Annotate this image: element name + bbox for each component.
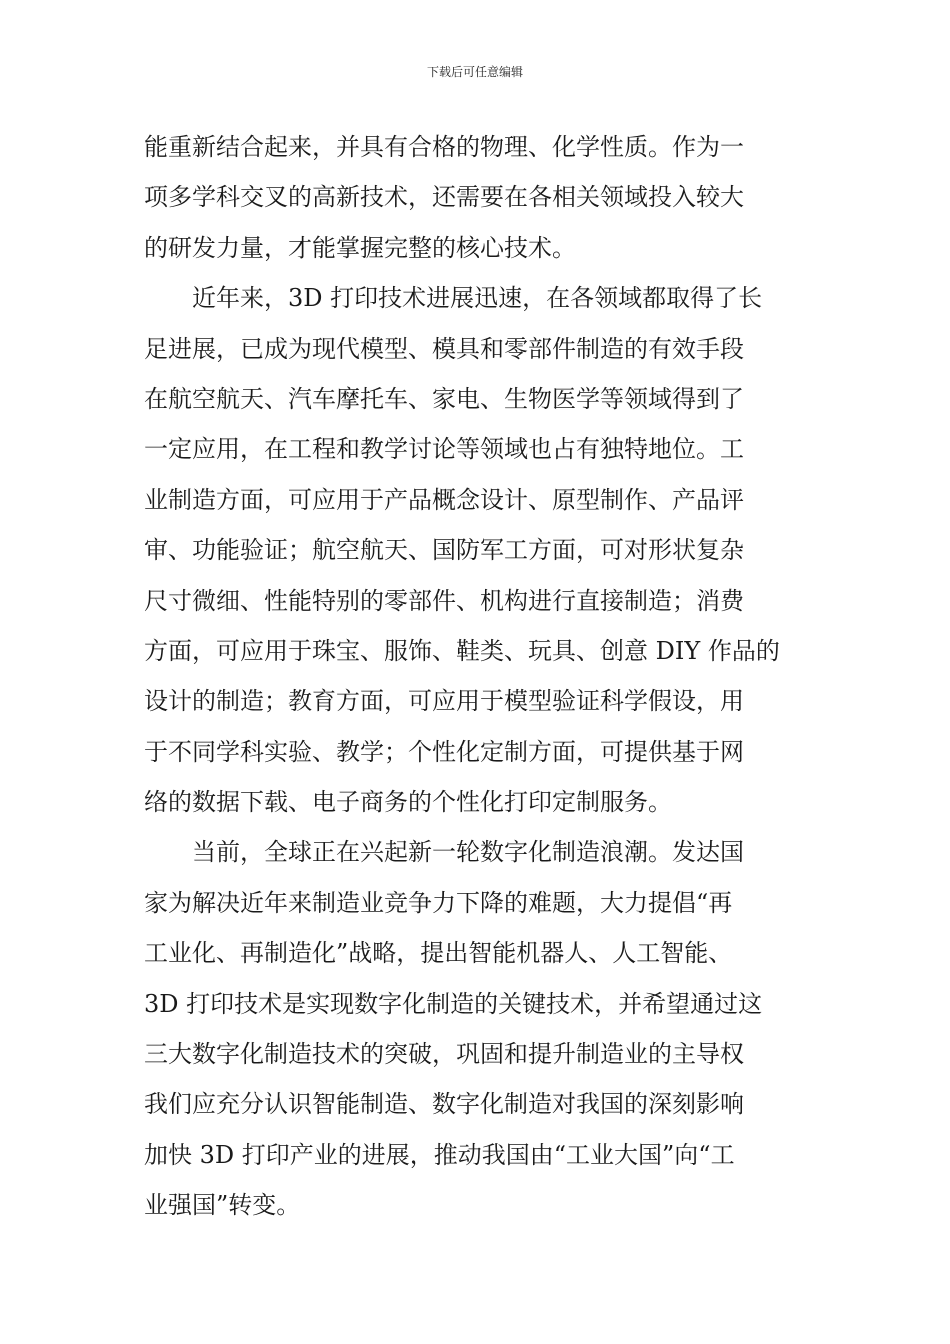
- text-line: 于不同学科实验、教学；个性化定制方面，可提供基于网: [144, 737, 744, 766]
- page-header: 下载后可任意编辑: [426, 65, 523, 79]
- text-line: 方面，可应用于珠宝、服饰、鞋类、玩具、创意 DIY 作品的: [144, 636, 780, 665]
- text-line: 3D 打印技术是实现数字化制造的关键技术，并希望通过这: [144, 989, 763, 1018]
- paragraph-first-line: 近年来，3D 打印技术进展迅速，在各领域都取得了长: [192, 284, 763, 313]
- text-line: 加快 3D 打印产业的进展，推动我国由“工业大国”向“工: [144, 1140, 735, 1169]
- text-line: 业制造方面，可应用于产品概念设计、原型制作、产品评: [144, 485, 744, 514]
- text-line: 家为解决近年来制造业竞争力下降的难题，大力提倡“再: [144, 888, 733, 917]
- text-line: 工业化、再制造化”战略，提出智能机器人、人工智能、: [144, 939, 733, 968]
- text-line: 项多学科交叉的高新技术，还需要在各相关领域投入较大: [144, 183, 744, 212]
- text-line: 络的数据下载、电子商务的个性化打印定制服务。: [144, 788, 672, 817]
- text-line: 设计的制造；教育方面，可应用于模型验证科学假设，用: [144, 687, 744, 716]
- text-line: 能重新结合起来，并具有合格的物理、化学性质。作为一: [144, 133, 744, 161]
- text-line: 在航空航天、汽车摩托车、家电、生物医学等领域得到了: [144, 384, 744, 413]
- text-line: 审、功能验证；航空航天、国防军工方面，可对形状复杂: [144, 536, 744, 565]
- text-line: 足进展，已成为现代模型、模具和零部件制造的有效手段: [144, 334, 744, 363]
- document-body: [144, 122, 834, 1231]
- text-line: 三大数字化制造技术的突破，巩固和提升制造业的主导权: [144, 1040, 744, 1069]
- text-line: 我们应充分认识智能制造、数字化制造对我国的深刻影响: [144, 1090, 744, 1119]
- text-line: 尺寸微细、性能特别的零部件、机构进行直接制造；消费: [144, 586, 744, 615]
- text-line: 一定应用，在工程和教学讨论等领域也占有独特地位。工: [144, 435, 744, 464]
- text-line: 的研发力量，才能掌握完整的核心技术。: [144, 233, 576, 262]
- paragraph-first-line: 当前，全球正在兴起新一轮数字化制造浪潮。发达国: [192, 838, 744, 867]
- text-line: 业强国”转变。: [144, 1191, 301, 1220]
